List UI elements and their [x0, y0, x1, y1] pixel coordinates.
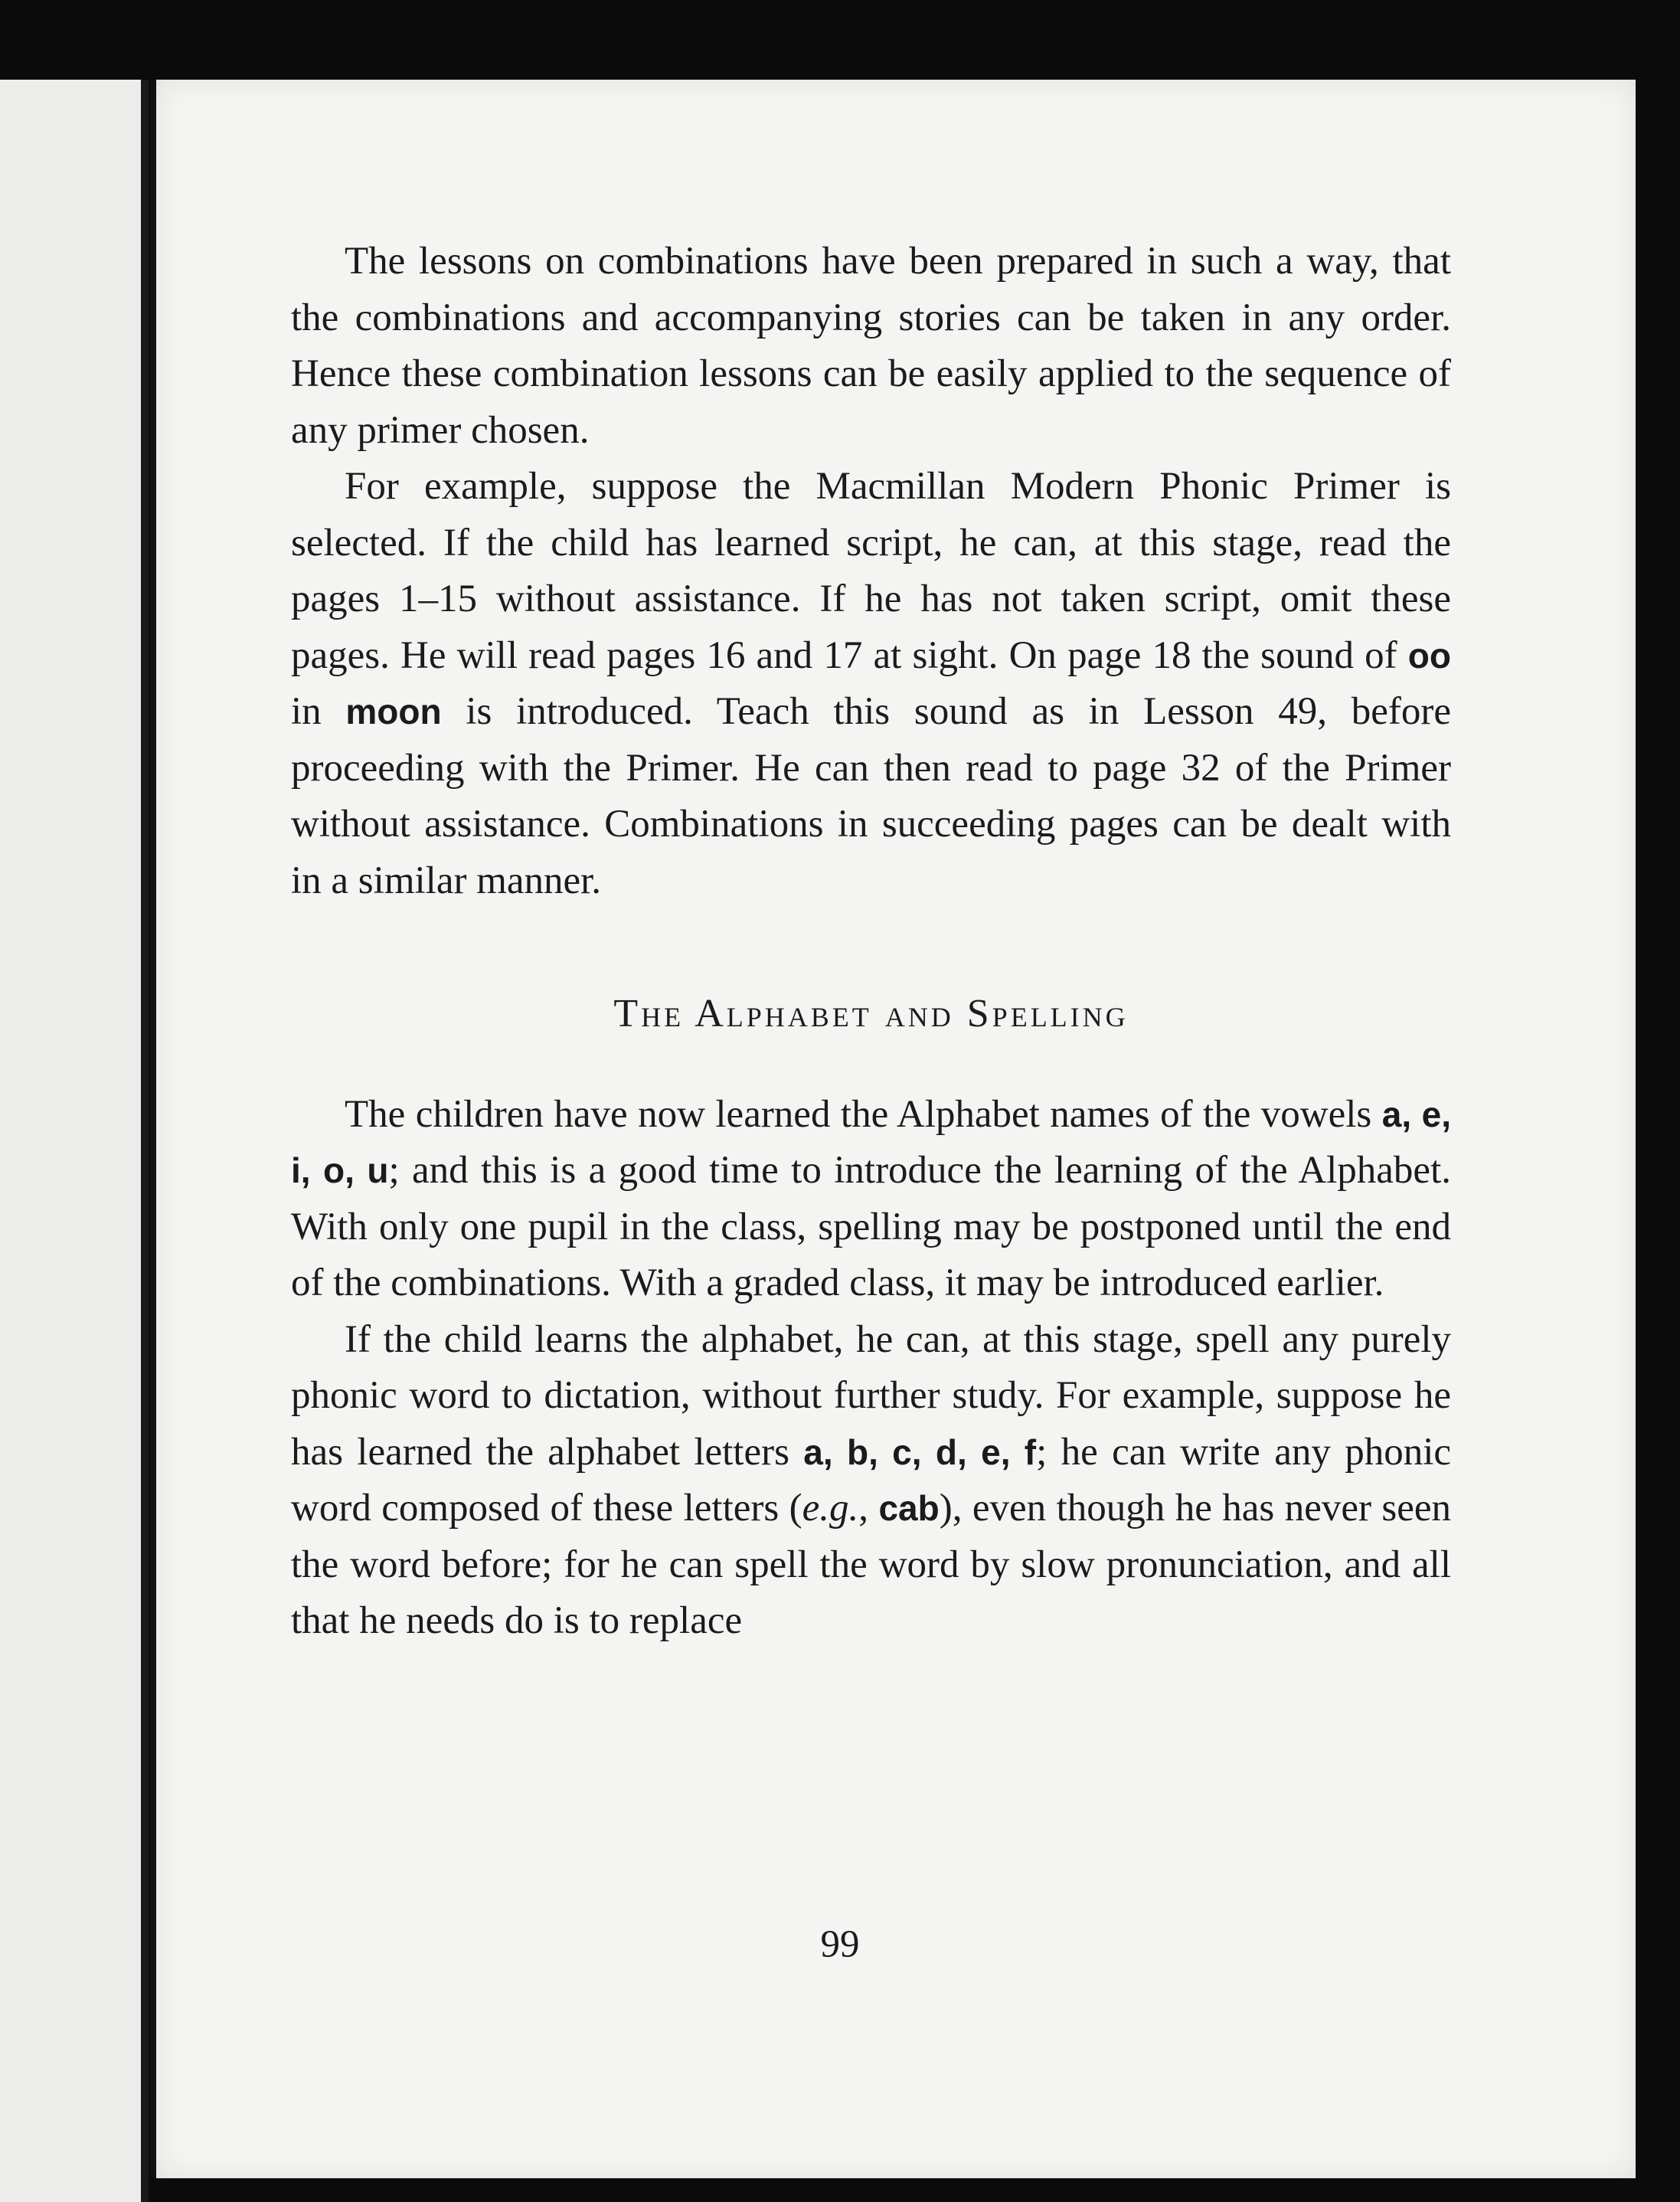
paragraph-text: ; he can write any phonic word composed of these letters (	[291, 1430, 1451, 1530]
section-heading: The Alphabet and Spelling	[613, 992, 1129, 1036]
bold-term-moon: moon	[345, 692, 442, 731]
paragraph-text: ; and this is a good time to introduce the learning of the Alphabet. With only one pupil in the class, spelling may be postponed until the end of the combinations. With a graded class, it may be introduced earlier.	[291, 1149, 1451, 1304]
page-body	[291, 234, 1451, 1650]
paragraph-spelling	[291, 1312, 1451, 1650]
paragraph-combinations	[291, 234, 1451, 459]
paragraph-text: in	[291, 690, 346, 733]
bold-term-vowels: a, e, i, o, u	[291, 1094, 1451, 1190]
paragraph-text: ,	[858, 1487, 879, 1530]
paragraph-text: The lessons on combinations have been prepared in such a way, that the combinations and accompanying stories can be taken in any order. Hence these combination lessons can be easily applied to the sequence of any primer chosen.	[291, 240, 1451, 452]
bold-term-cab: cab	[878, 1488, 940, 1528]
paragraph-example-primer	[291, 459, 1451, 909]
paragraph-text: is introduced. Teach this sound as in Lesson 49, before proceeding with the Primer. He can then read to page 32 of the Primer without assistance. Combinations in succeeding pages can be dealt with in a similar manner.	[291, 690, 1451, 902]
scan-border-right	[1631, 0, 1680, 2202]
page-number: 99	[820, 1923, 860, 1966]
italic-term-eg: e.g.	[802, 1487, 859, 1530]
paragraph-vowels	[291, 1087, 1451, 1312]
paragraph-text: For example, suppose the Macmillan Modern Phonic Primer is selected. If the child has learned script, he can, at this stage, read the pages 1–15 without assistance. If he has not taken script, omit these pages. He will read pages 16 and 17 at sight. On page 18 the sound of	[291, 465, 1451, 677]
facing-page-edge	[0, 80, 142, 2202]
paragraph-text: ), even though he has never seen the word before; for he can spell the word by slow pronunciation, and all that he needs do is to replace	[291, 1487, 1451, 1642]
book-spine-shadow	[141, 80, 149, 2202]
paragraph-text: If the child learns the alphabet, he can, at this stage, spell any purely phonic word to dictation, without further study. For example, suppose he has learned the alphabet letters	[291, 1317, 1451, 1474]
bold-term-letters: a, b, c, d, e, f	[803, 1431, 1037, 1472]
bold-term-oo: oo	[1407, 635, 1451, 676]
paragraph-text: The children have now learned the Alphabet names of the vowels	[345, 1092, 1382, 1136]
